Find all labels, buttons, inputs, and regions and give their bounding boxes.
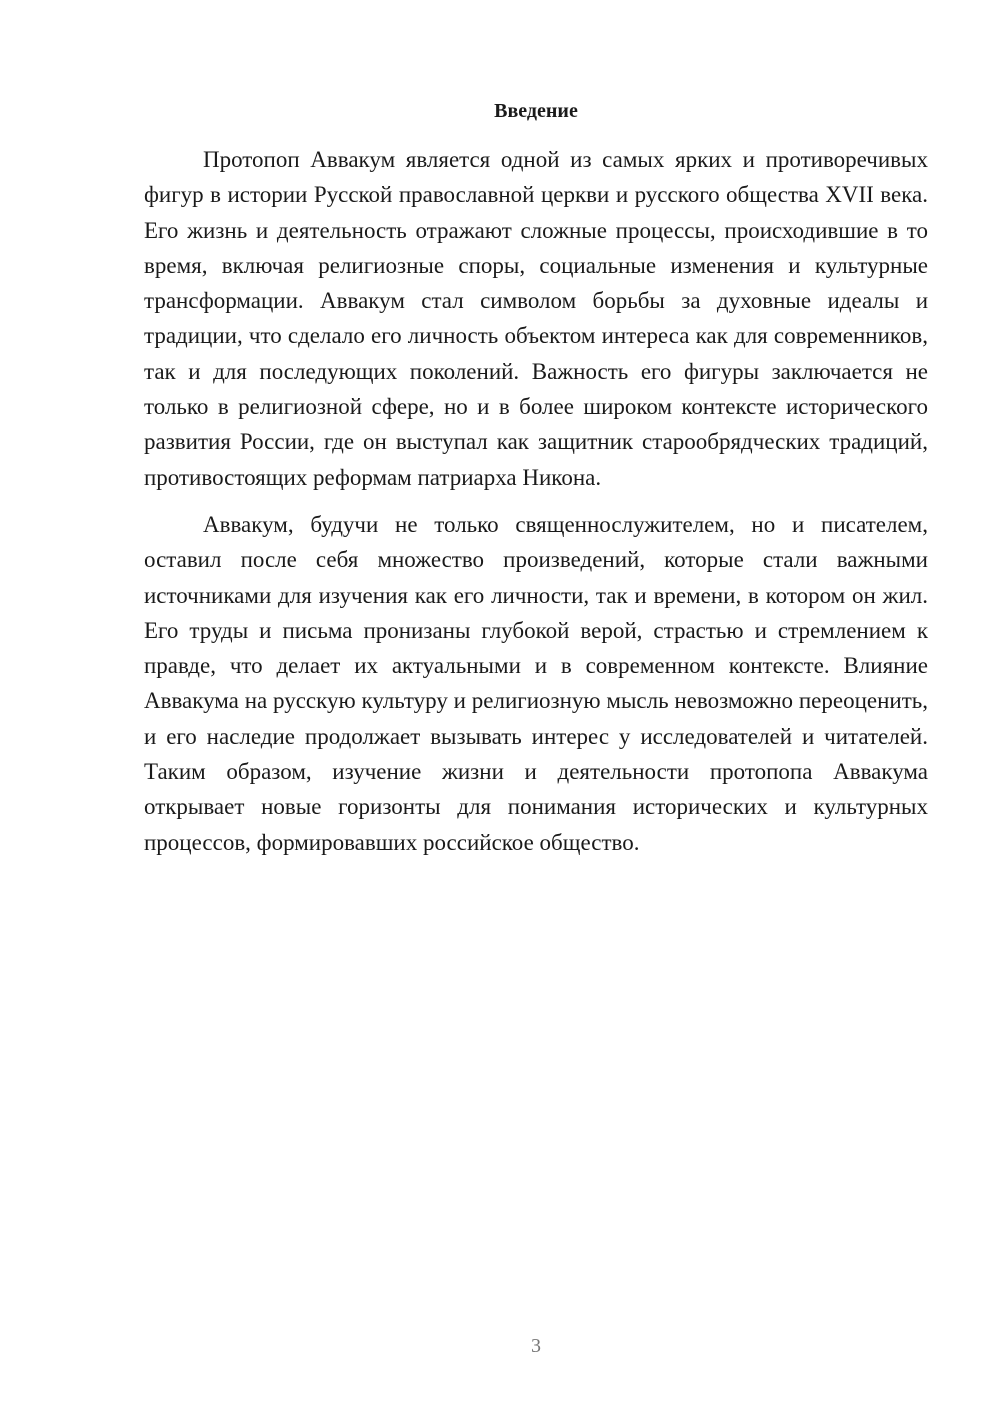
paragraph-1: Протопоп Аввакум является одной из самых ярких и противоречивых фигур в истории Русской православной церкви и русского общества XVII века. Его жизнь и деятельность отражают сложные процессы, происходившие в то время, включая религиозные споры, социальные изменения и культурные трансформации. Аввакум стал символом борьбы за духовные идеалы и традиции, что сделало его личность объектом интереса как для современников, так и для последующих поколений. Важность его фигуры заключается не только в религиозной сфере, но и в более широком контексте исторического развития России, где он выступал как защитник старообрядческих традиций, противостоящих реформам патриарха Никона. [144,147,928,490]
body-text [144,142,928,860]
page-number: 3 [531,1335,541,1357]
section-heading: Введение [494,100,578,122]
paragraph-2: Аввакум, будучи не только священнослужителем, но и писателем, оставил после себя множество произведений, которые стали важными источниками для изучения как его личности, так и времени, в котором он жил. Его труды и письма пронизаны глубокой верой, страстью и стремлением к правде, что делает их актуальными и в современном контексте. Влияние Аввакума на русскую культуру и религиозную мысль невозможно переоценить, и его наследие продолжает вызывать интерес у исследователей и читателей. Таким образом, изучение жизни и деятельности протопопа Аввакума открывает новые горизонты для понимания исторических и культурных процессов, формировавших российское общество. [144,511,928,855]
